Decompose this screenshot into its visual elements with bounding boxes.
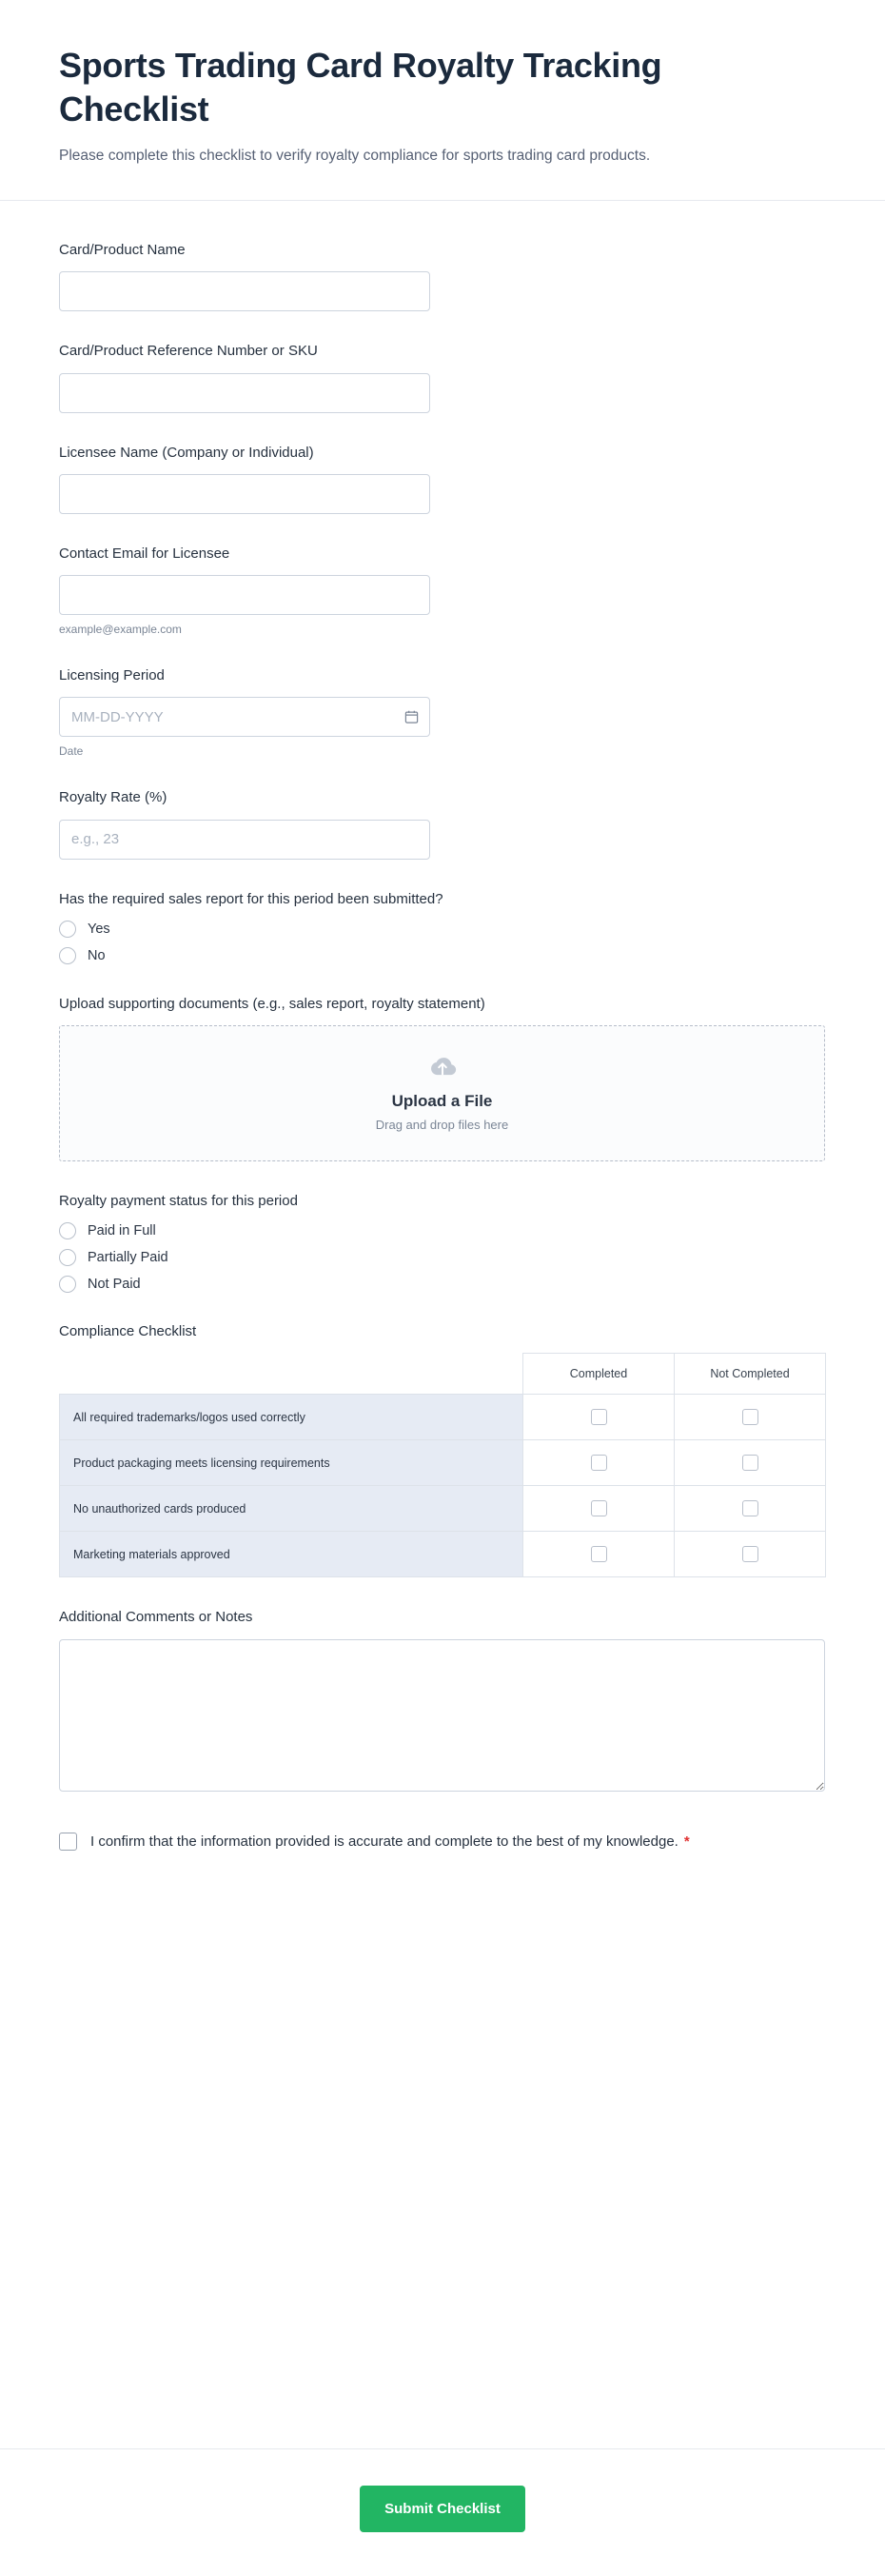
page-description: Please complete this checklist to verify royalty compliance for sports trading card products.: [59, 148, 651, 165]
field-upload: [59, 995, 826, 1161]
form-header: [0, 0, 885, 201]
licensing-period-input-wrap: [59, 697, 430, 737]
page-title: Sports Trading Card Royalty Tracking Checklist: [59, 46, 662, 129]
table-header-blank: [60, 1354, 523, 1395]
field-payment-status: [59, 1192, 826, 1293]
royalty-rate-label: Royalty Rate (%): [59, 789, 167, 806]
upload-title: Upload a File: [391, 1092, 493, 1111]
confirmation-label: I confirm that the information provided is accurate and complete to the best of my knowledge.: [90, 1833, 678, 1850]
licensing-period-helper: Date: [59, 744, 84, 759]
licensee-name-input[interactable]: [59, 474, 430, 514]
checkbox-icon[interactable]: [742, 1455, 758, 1471]
checkbox-icon[interactable]: [591, 1455, 607, 1471]
row-label: Product packaging meets licensing requirements: [60, 1440, 523, 1486]
checkbox-cell-completed[interactable]: [523, 1486, 675, 1532]
sku-input[interactable]: [59, 373, 430, 413]
sales-report-label: Has the required sales report for this period been submitted?: [59, 890, 443, 907]
field-sales-report: [59, 890, 826, 964]
radio-label: Partially Paid: [88, 1250, 168, 1266]
radio-label: Paid in Full: [88, 1223, 156, 1239]
file-upload-dropzone[interactable]: [59, 1025, 825, 1161]
field-contact-email: [59, 545, 826, 636]
table-header-not-completed: Not Completed: [675, 1354, 826, 1395]
radio-icon[interactable]: [59, 947, 76, 964]
royalty-rate-input[interactable]: [59, 820, 430, 860]
field-card-name: [59, 241, 826, 311]
field-royalty-rate: [59, 788, 826, 859]
licensing-period-label: Licensing Period: [59, 667, 165, 684]
radio-icon[interactable]: [59, 921, 76, 938]
required-marker: *: [683, 1833, 690, 1850]
contact-email-helper: example@example.com: [59, 623, 182, 637]
form-body: [0, 201, 885, 2448]
card-name-input[interactable]: [59, 271, 430, 311]
card-name-label: Card/Product Name: [59, 242, 186, 259]
licensing-period-input[interactable]: [59, 697, 430, 737]
checkbox-cell-not-completed[interactable]: [675, 1395, 826, 1440]
checkbox-cell-not-completed[interactable]: [675, 1440, 826, 1486]
sku-label: Card/Product Reference Number or SKU: [59, 343, 318, 360]
radio-option-sales-report-yes[interactable]: [59, 921, 826, 938]
field-licensee-name: [59, 444, 826, 514]
table-row: [60, 1395, 826, 1440]
submit-button[interactable]: Submit Checklist: [360, 2486, 525, 2532]
checkbox-icon[interactable]: [742, 1500, 758, 1516]
field-comments: [59, 1608, 826, 1795]
radio-label: No: [88, 947, 106, 963]
checkbox-icon[interactable]: [742, 1409, 758, 1425]
row-label: All required trademarks/logos used correctly: [60, 1395, 523, 1440]
radio-option-paid-in-full[interactable]: [59, 1222, 826, 1239]
radio-option-sales-report-no[interactable]: [59, 947, 826, 964]
confirmation-row[interactable]: [59, 1831, 782, 1853]
contact-email-input[interactable]: [59, 575, 430, 615]
checkbox-icon[interactable]: [742, 1546, 758, 1562]
table-header-row: [60, 1354, 826, 1395]
compliance-checklist-table: [59, 1353, 826, 1577]
radio-label: Yes: [88, 921, 110, 937]
radio-option-partially-paid[interactable]: [59, 1249, 826, 1266]
checkbox-icon[interactable]: [591, 1546, 607, 1562]
confirm-checkbox-icon[interactable]: [59, 1833, 77, 1851]
checkbox-cell-completed[interactable]: [523, 1532, 675, 1577]
checkbox-cell-not-completed[interactable]: [675, 1486, 826, 1532]
field-compliance-checklist: [59, 1323, 826, 1577]
compliance-checklist-title: Compliance Checklist: [59, 1323, 197, 1340]
payment-status-label: Royalty payment status for this period: [59, 1193, 298, 1210]
table-header-completed: Completed: [523, 1354, 675, 1395]
field-licensing-period: [59, 666, 826, 758]
checkbox-cell-completed[interactable]: [523, 1395, 675, 1440]
radio-option-not-paid[interactable]: [59, 1276, 826, 1293]
upload-cloud-icon: [426, 1055, 459, 1084]
table-row: [60, 1486, 826, 1532]
checkbox-cell-completed[interactable]: [523, 1440, 675, 1486]
radio-icon[interactable]: [59, 1222, 76, 1239]
row-label: No unauthorized cards produced: [60, 1486, 523, 1532]
upload-subtitle: Drag and drop files here: [375, 1118, 509, 1133]
contact-email-label: Contact Email for Licensee: [59, 545, 230, 562]
row-label: Marketing materials approved: [60, 1532, 523, 1577]
comments-label: Additional Comments or Notes: [59, 1609, 253, 1626]
table-row: [60, 1532, 826, 1577]
field-sku: [59, 342, 826, 412]
table-row: [60, 1440, 826, 1486]
radio-icon[interactable]: [59, 1276, 76, 1293]
checkbox-cell-not-completed[interactable]: [675, 1532, 826, 1577]
comments-textarea[interactable]: [59, 1639, 825, 1792]
form-footer: [0, 2448, 885, 2576]
checkbox-icon[interactable]: [591, 1500, 607, 1516]
upload-label: Upload supporting documents (e.g., sales report, royalty statement): [59, 995, 485, 1012]
radio-label: Not Paid: [88, 1277, 141, 1293]
radio-icon[interactable]: [59, 1249, 76, 1266]
checkbox-icon[interactable]: [591, 1409, 607, 1425]
licensee-name-label: Licensee Name (Company or Individual): [59, 444, 314, 461]
